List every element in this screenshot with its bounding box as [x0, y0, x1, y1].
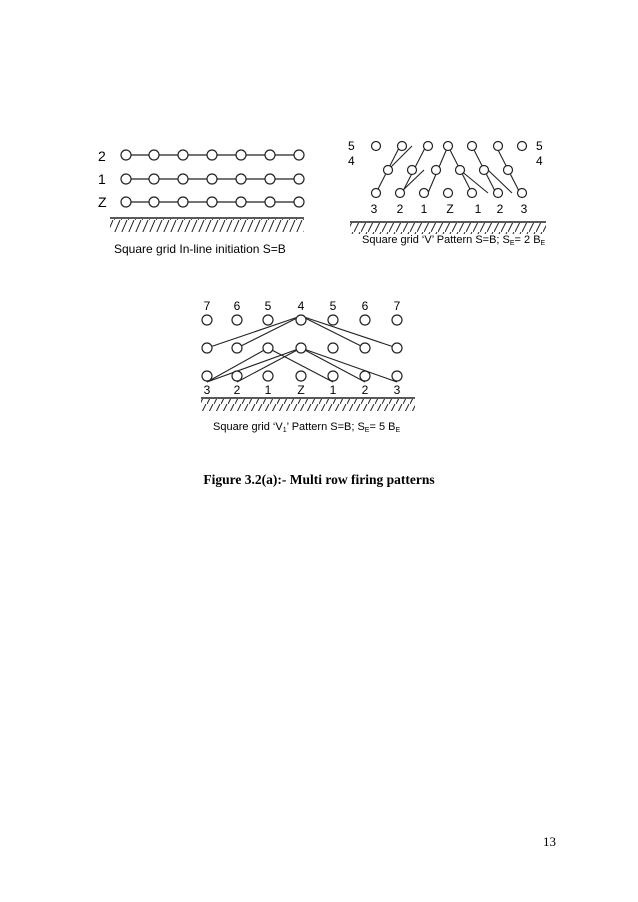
ground-hatch	[110, 219, 304, 232]
delay-line	[207, 348, 301, 382]
delay-line	[207, 316, 301, 348]
blast-hole	[232, 343, 242, 353]
blast-hole	[121, 150, 131, 160]
v1-pattern-svg	[193, 296, 419, 440]
blast-hole	[294, 174, 304, 184]
blast-hole	[236, 150, 246, 160]
bottom-label: 2	[361, 383, 369, 397]
blast-hole	[424, 142, 433, 151]
row-label-z: Z	[98, 194, 107, 210]
blast-hole	[296, 315, 306, 325]
blast-hole	[149, 174, 159, 184]
blast-hole	[372, 142, 381, 151]
ground-hatch	[350, 223, 546, 234]
bottom-row-labels	[204, 383, 401, 397]
blast-hole	[480, 166, 489, 175]
blast-hole	[504, 166, 513, 175]
diagram-caption: Square grid ‘V’ Pattern S=B; SE= 2 BE	[362, 234, 546, 247]
blast-hole	[328, 315, 338, 325]
inline-initiation-diagram	[86, 136, 322, 264]
right-label-4: 4	[536, 154, 543, 168]
blast-hole	[396, 189, 405, 198]
figure-caption: Figure 3.2(a):- Multi row firing patterns	[203, 472, 435, 487]
blast-hole	[328, 371, 338, 381]
blast-hole	[202, 315, 212, 325]
bottom-label: 3	[370, 202, 378, 216]
blast-hole	[265, 150, 275, 160]
blast-hole	[494, 189, 503, 198]
blast-hole	[296, 371, 306, 381]
blast-hole	[232, 315, 242, 325]
delay-connection-lines	[376, 146, 520, 193]
blast-hole	[121, 197, 131, 207]
diagram-caption: Square grid ‘V1’ Pattern S=B; SE= 5 BE	[213, 421, 401, 434]
blast-hole	[178, 197, 188, 207]
delay-line	[301, 316, 397, 348]
right-label-5: 5	[536, 139, 543, 153]
row-label-1: 1	[98, 171, 106, 187]
page-number: 13	[543, 834, 556, 849]
blast-hole	[178, 174, 188, 184]
bottom-label: 1	[420, 202, 428, 216]
top-label: 6	[233, 299, 241, 313]
blast-hole	[263, 315, 273, 325]
blast-hole	[398, 142, 407, 151]
blast-hole	[236, 197, 246, 207]
top-label: 5	[264, 299, 272, 313]
blast-hole	[232, 371, 242, 381]
blast-hole	[392, 315, 402, 325]
blast-holes	[202, 315, 402, 381]
blast-hole	[518, 142, 527, 151]
bottom-label: 3	[203, 383, 211, 397]
blast-hole	[372, 189, 381, 198]
top-label: 6	[361, 299, 369, 313]
bottom-label: 3	[393, 383, 401, 397]
blast-hole	[178, 150, 188, 160]
blast-hole	[360, 371, 370, 381]
diagram-caption: Square grid In-line initiation S=B	[114, 242, 286, 256]
v1-pattern-diagram	[193, 296, 419, 440]
blast-hole	[444, 189, 453, 198]
top-label: 7	[393, 299, 401, 313]
delay-line	[301, 348, 397, 382]
blast-hole	[263, 371, 273, 381]
top-label: 7	[203, 299, 211, 313]
left-label-5: 5	[348, 139, 355, 153]
blast-hole	[360, 315, 370, 325]
blast-hole	[432, 166, 441, 175]
bottom-row-labels	[371, 202, 528, 216]
blast-hole	[456, 166, 465, 175]
blast-hole	[207, 197, 217, 207]
inline-initiation-svg	[86, 136, 322, 264]
blast-holes	[372, 142, 527, 198]
row-label-2: 2	[98, 148, 106, 164]
blast-hole	[408, 166, 417, 175]
blast-hole	[444, 142, 453, 151]
blast-hole	[294, 150, 304, 160]
blast-hole	[392, 343, 402, 353]
blast-hole	[265, 197, 275, 207]
blast-hole	[263, 343, 273, 353]
blast-hole	[392, 371, 402, 381]
blast-hole	[518, 189, 527, 198]
blast-hole	[207, 150, 217, 160]
bottom-label: 2	[496, 202, 504, 216]
blast-hole	[360, 343, 370, 353]
blast-hole	[468, 189, 477, 198]
bottom-label: 2	[233, 383, 241, 397]
v-pattern-diagram	[340, 136, 552, 248]
blast-hole	[202, 371, 212, 381]
blast-hole	[121, 174, 131, 184]
top-label: 4	[297, 299, 305, 313]
blast-hole	[328, 343, 338, 353]
blast-hole	[494, 142, 503, 151]
blast-hole	[420, 189, 429, 198]
blast-hole	[202, 343, 212, 353]
blast-hole	[149, 197, 159, 207]
blast-hole	[294, 197, 304, 207]
bottom-label: Z	[297, 383, 305, 397]
blast-hole	[236, 174, 246, 184]
blast-hole	[207, 174, 217, 184]
bottom-label: Z	[446, 202, 454, 216]
blast-hole	[265, 174, 275, 184]
v-pattern-svg	[340, 136, 552, 248]
bottom-label: 1	[329, 383, 337, 397]
left-label-4: 4	[348, 154, 355, 168]
blast-hole	[296, 343, 306, 353]
top-label: 5	[329, 299, 337, 313]
bottom-label: 2	[396, 202, 404, 216]
blast-hole	[149, 150, 159, 160]
blast-hole	[468, 142, 477, 151]
ground-hatch	[201, 399, 415, 411]
top-row-labels	[204, 299, 401, 313]
blast-hole	[384, 166, 393, 175]
bottom-label: 3	[520, 202, 528, 216]
bottom-label: 1	[264, 383, 272, 397]
bottom-label: 1	[474, 202, 482, 216]
